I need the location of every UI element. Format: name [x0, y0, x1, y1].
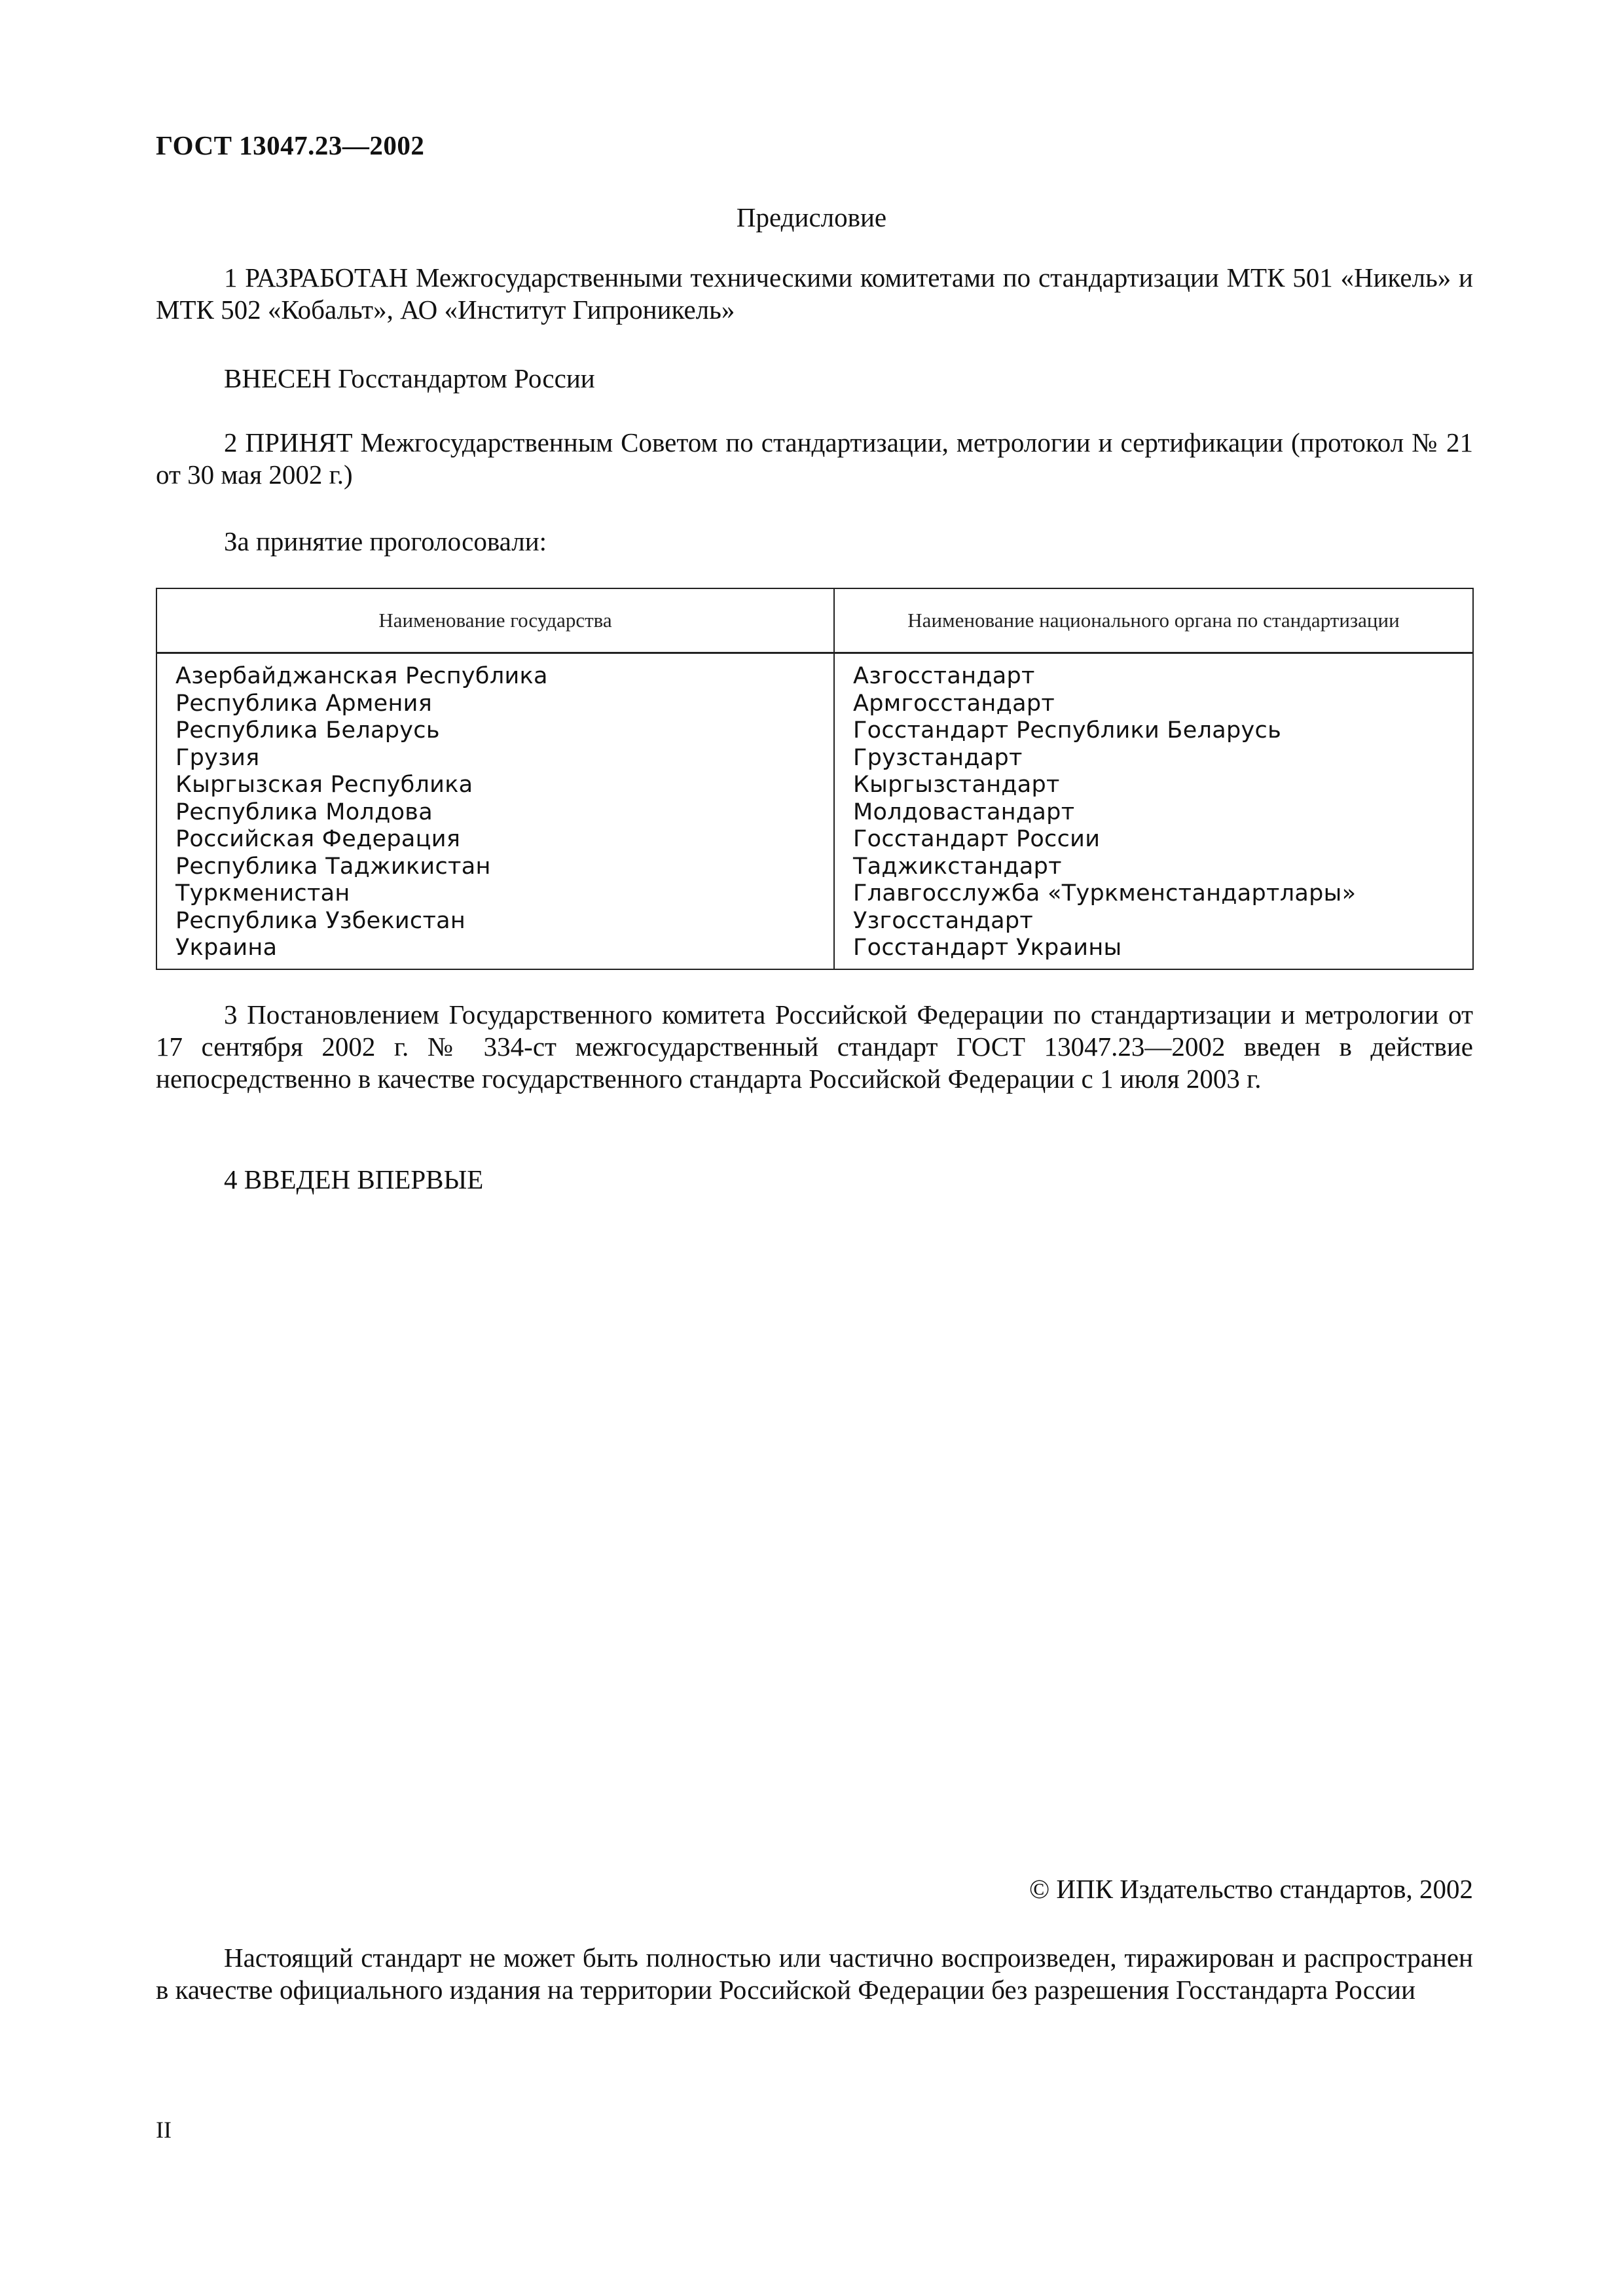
paragraph-voted: За принятие проголосовали: [224, 526, 547, 556]
paragraph-resolution: 3 Постановлением Государственного комитета Российской Федерации по стандартизации и метрологии от 17 сентября 2002 г. № 334-ст межгосударственный стандарт ГОСТ 13047.23—2002 введен в действие непосредственно в качестве государственного стандарта Российской Федерации с 1 июля 2003 г. [156, 999, 1473, 1094]
state-name: Республика Армения [175, 690, 433, 717]
body-name: Таджикстандарт [853, 853, 1062, 880]
state-name: Туркменистан [175, 880, 350, 906]
voting-table [156, 588, 1474, 970]
copyright-notice: Настоящий стандарт не может быть полностью или частично воспроизведен, тиражирован и распространен в качестве официального издания на территории Российской Федерации без разрешения Госстандарта России [156, 1943, 1473, 2005]
table-header-state: Наименование государства [156, 588, 834, 653]
body-name: Госстандарт России [853, 826, 1101, 852]
state-name: Российская Федерация [175, 826, 461, 852]
paragraph-introduced: 4 ВВЕДЕН ВПЕРВЫЕ [224, 1164, 484, 1194]
table-header-body: Наименование национального органа по стандартизации [834, 588, 1473, 653]
state-list-cell [156, 653, 834, 969]
state-name: Республика Узбекистан [175, 907, 466, 934]
body-list-cell [834, 653, 1473, 969]
state-name: Республика Таджикистан [175, 853, 491, 880]
body-name: Грузстандарт [853, 744, 1023, 771]
state-name: Азербайджанская Республика [175, 663, 548, 689]
body-name: Азгосстандарт [853, 663, 1035, 689]
state-name: Республика Беларусь [175, 717, 440, 744]
copyright-line: © ИПК Издательство стандартов, 2002 [1029, 1874, 1473, 1904]
paragraph-adopted: 2 ПРИНЯТ Межгосударственным Советом по стандартизации, метрологии и сертификации (протокол № 21 от 30 мая 2002 г.) [156, 427, 1473, 490]
section-title: Предисловие [736, 202, 887, 232]
paragraph-submitted: ВНЕСЕН Госстандартом России [224, 363, 595, 393]
state-name: Республика Молдова [175, 798, 433, 825]
body-name: Главгосслужба «Туркменстандартлары» [853, 880, 1357, 906]
body-name: Молдовастандарт [853, 798, 1075, 825]
body-name: Узгосстандарт [853, 907, 1034, 934]
body-name: Кыргызстандарт [853, 772, 1060, 798]
state-name: Кыргызская Республика [175, 772, 473, 798]
paragraph-developed: 1 РАЗРАБОТАН Межгосударственными техническими комитетами по стандартизации МТК 501 «Никель» и МТК 502 «Кобальт», АО «Институт Гипроникель» [156, 262, 1473, 325]
document-header: ГОСТ 13047.23—2002 [156, 130, 425, 160]
body-name: Госстандарт Республики Беларусь [853, 717, 1281, 744]
body-name: Госстандарт Украины [853, 935, 1122, 961]
body-name: Армгосстандарт [853, 690, 1055, 717]
table-row [156, 653, 1473, 969]
state-name: Грузия [175, 744, 260, 771]
page-number: II [156, 2117, 172, 2143]
state-name: Украина [175, 935, 278, 961]
table-header-row [156, 588, 1473, 653]
